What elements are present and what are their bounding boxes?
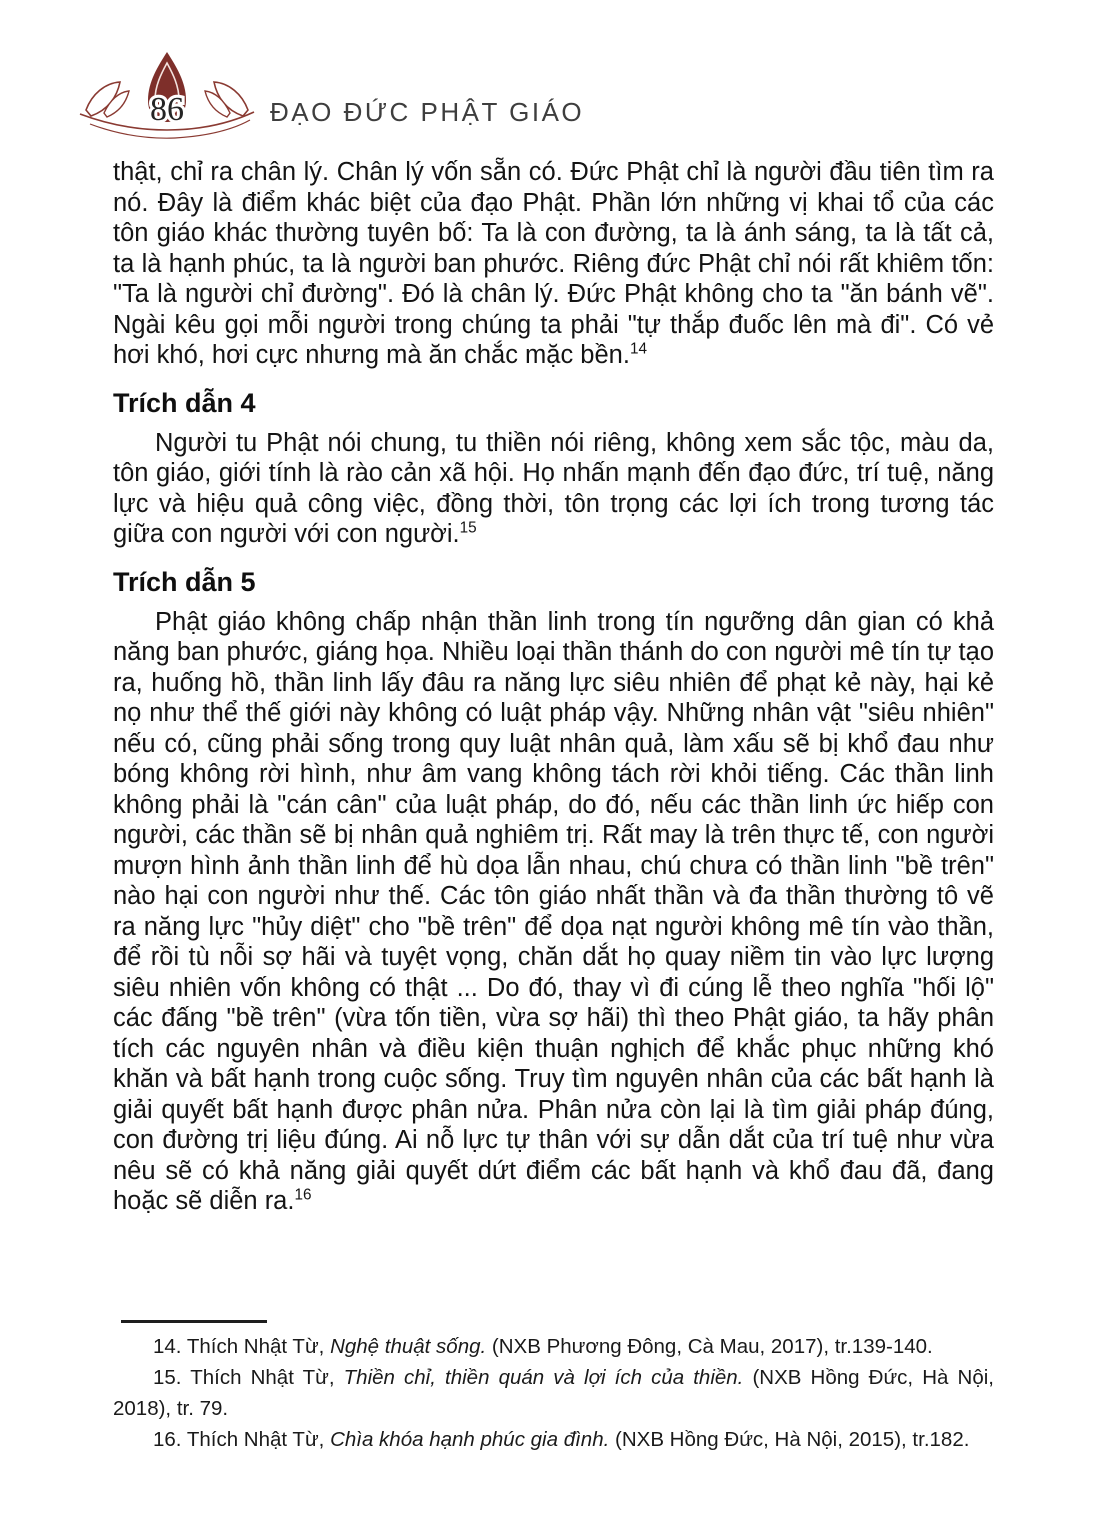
paragraph-quote-4	[113, 428, 994, 550]
footnote-ref-15: 15	[459, 519, 477, 537]
footnote-label: 15. Thích Nhật Từ,	[153, 1366, 344, 1389]
footnote-ref-14: 14	[629, 340, 647, 358]
footnote-separator	[121, 1320, 267, 1323]
footnote-15	[113, 1362, 994, 1424]
footnote-book-title: Thiền chỉ, thiền quán và lợi ích của thiền.	[343, 1366, 744, 1389]
paragraph-text: thật, chỉ ra chân lý. Chân lý vốn sẵn có. Đức Phật chỉ là người đầu tiên tìm ra nó. Đây là điểm khác biệt của đạo Phật. Phần lớn những vị khai tổ của các tôn giáo khác thường tuyên bố: Ta là con đường, ta là ánh sáng, ta là tất cả, ta là hạnh phúc, ta là người ban phước. Riêng đức Phật chỉ nói rất khiêm tốn: "Ta là người chỉ đường". Đó là chân lý. Đức Phật không cho ta "ăn bánh vẽ". Ngài kêu gọi mỗi người trong chúng ta phải "tự thắp đuốc lên mà đi". Có vẻ hơi khó, hơi cực nhưng mà ăn chắc mặc bền.	[113, 158, 994, 369]
paragraph-continuation	[113, 157, 994, 371]
footnote-ref-16: 16	[294, 1186, 312, 1204]
running-head-title: ĐẠO ĐỨC PHẬT GIÁO	[270, 96, 585, 127]
paragraph-text: Người tu Phật nói chung, tu thiền nói riêng, không xem sắc tộc, màu da, tôn giáo, giới tính là rào cản xã hội. Họ nhấn mạnh đến đạo đức, trí tuệ, năng lực và hiệu quả công việc, đồng thời, tôn trọng các lợi ích trong tương tác giữa con người với con người.	[113, 428, 994, 548]
page-number: 86	[150, 91, 184, 128]
footnote-publisher: (NXB Phương Đông, Cà Mau, 2017), tr.139-140.	[486, 1335, 933, 1358]
footnote-16	[113, 1424, 994, 1455]
footnote-14	[113, 1331, 994, 1362]
footnote-publisher: (NXB Hồng Đức, Hà Nội, 2015), tr.182.	[609, 1428, 970, 1451]
paragraph-text: Phật giáo không chấp nhận thần linh trong tín ngưỡng dân gian có khả năng ban phước, giáng họa. Nhiều loại thần thánh do con người mê tín tự tạo ra, huống hồ, thần linh lấy đâu ra năng lực siêu nhiên để phạt kẻ này, hại kẻ nọ như thể thế giới này không có luật pháp vậy. Những nhân vật "siêu nhiên" nếu có, cũng phải sống trong quy luật nhân quả, làm xấu sẽ bị khổ đau như bóng không rời hình, như âm vang không tách rời khỏi tiếng. Các thần linh không phải là "cán cân" của luật pháp, do đó, nếu các thần linh ức hiếp con người, các thần sẽ bị nhân quả nghiêm trị. Rất may là trên thực tế, con người mượn hình ảnh thần linh để hù dọa lẫn nhau, chú chưa có thần linh "bề trên" nào hại con người như thế. Các tôn giáo nhất thần và đa thần thường tô vẽ ra năng lực "hủy diệt" cho "bề trên" để dọa nạt người không mê tín vào thần, để rồi tù nỗi sợ hãi và tuyệt vọng, chăn dắt họ quay niềm tin vào lực lượng siêu nhiên vốn không có thật ... Do đó, thay vì đi cúng lễ theo nghĩa "hối lộ" các đấng "bề trên" (vừa tốn tiền, vừa sợ hãi) thì theo Phật giáo, ta hãy phân tích các nguyên nhân và điều kiện thuận nghịch để khắc phục những khó khăn và bất hạnh trong cuộc sống. Truy tìm nguyên nhân của các bất hạnh là giải quyết bất hạnh được phân nửa. Phân nửa còn lại là tìm giải pháp đúng, con đường trị liệu đúng. Ai nỗ lực tự thân với sự dẫn dắt của trí tuệ như vừa nêu sẽ có khả năng giải quyết dứt điểm các bất hạnh và khổ đau đã, đang hoặc sẽ diễn ra.	[113, 607, 994, 1215]
page-body	[113, 157, 994, 1217]
page-header	[78, 50, 584, 148]
footnote-publisher: (NXB Hồng Đức, Hà Nội, 2018), tr. 79.	[113, 1366, 994, 1420]
section-heading-trich-dan-4: Trích dẫn 4	[113, 387, 256, 418]
section-heading-trich-dan-5: Trích dẫn 5	[113, 566, 256, 597]
footnote-book-title: Chìa khóa hạnh phúc gia đình.	[330, 1428, 610, 1451]
footnotes-section	[113, 1320, 994, 1455]
footnote-label: 16. Thích Nhật Từ,	[153, 1428, 331, 1451]
footnote-book-title: Nghệ thuật sống.	[330, 1335, 487, 1358]
footnote-label: 14. Thích Nhật Từ,	[153, 1335, 331, 1358]
lotus-icon	[78, 50, 256, 148]
paragraph-quote-5	[113, 607, 994, 1217]
